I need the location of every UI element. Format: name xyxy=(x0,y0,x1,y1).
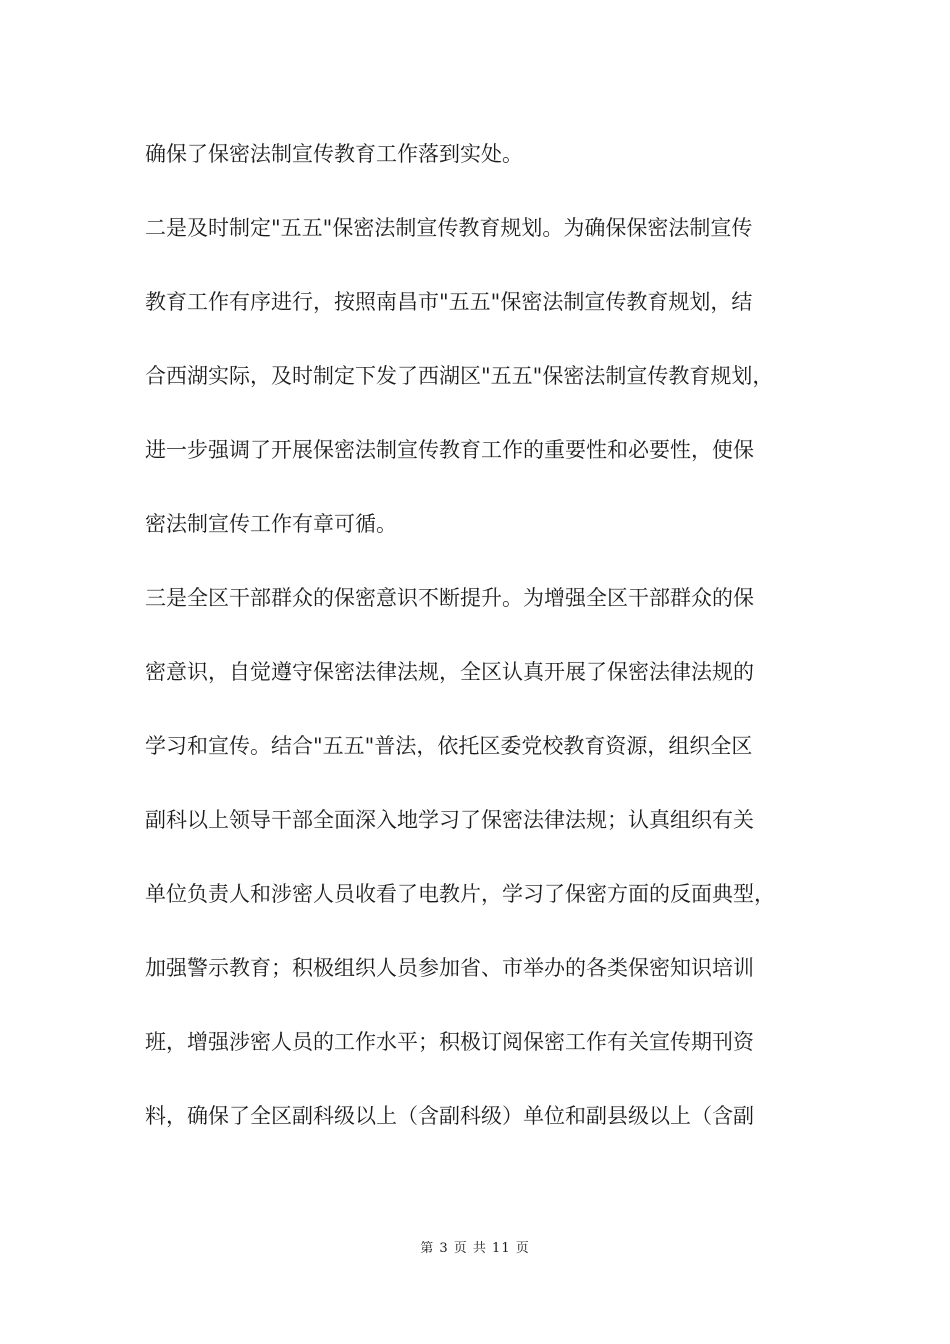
text-line: 密意识，自觉遵守保密法律法规，全区认真开展了保密法律法规的 xyxy=(145,660,754,684)
text-line: 确保了保密法制宣传教育工作落到实处。 xyxy=(145,142,523,166)
text-line: 三是全区干部群众的保密意识不断提升。为增强全区干部群众的保 xyxy=(145,586,754,610)
text-line: 合西湖实际，及时制定下发了西湖区"五五"保密法制宣传教育规划， xyxy=(145,364,774,388)
text-line: 二是及时制定"五五"保密法制宣传教育规划。为确保保密法制宣传 xyxy=(145,216,753,240)
text-line: 班，增强涉密人员的工作水平；积极订阅保密工作有关宣传期刊资 xyxy=(145,1030,754,1054)
text-line: 学习和宣传。结合"五五"普法，依托区委党校教育资源，组织全区 xyxy=(145,734,753,758)
text-line: 料，确保了全区副科级以上（含副科级）单位和副县级以上（含副 xyxy=(145,1104,754,1128)
document-body xyxy=(145,130,815,1166)
text-line: 副科以上领导干部全面深入地学习了保密法律法规；认真组织有关 xyxy=(145,808,754,832)
page-number-footer: 第 3 页 共 11 页 xyxy=(420,1241,530,1256)
text-line: 加强警示教育；积极组织人员参加省、市举办的各类保密知识培训 xyxy=(145,956,754,980)
text-line: 密法制宣传工作有章可循。 xyxy=(145,512,397,536)
text-line: 单位负责人和涉密人员收看了电教片，学习了保密方面的反面典型， xyxy=(145,882,775,906)
text-line: 教育工作有序进行，按照南昌市"五五"保密法制宣传教育规划，结 xyxy=(145,290,753,314)
text-line: 进一步强调了开展保密法制宣传教育工作的重要性和必要性，使保 xyxy=(145,438,754,462)
